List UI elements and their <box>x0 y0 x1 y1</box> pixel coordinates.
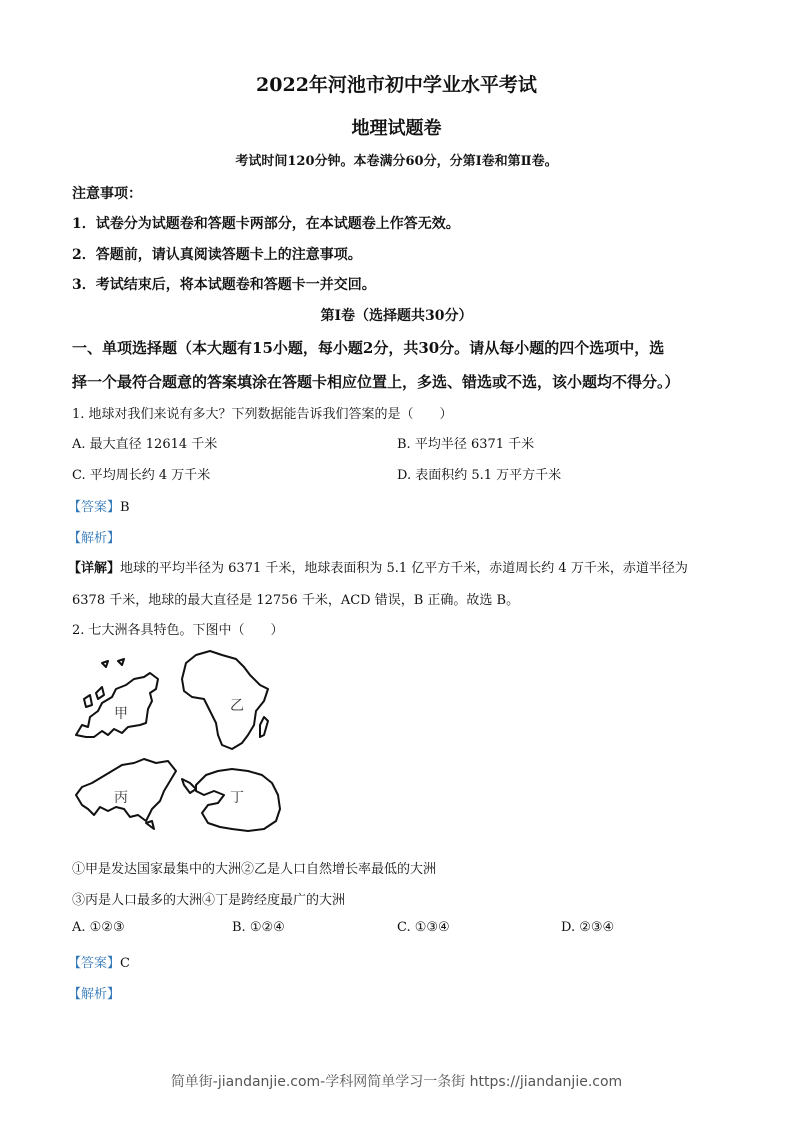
map-label-yi: 乙 <box>230 698 244 714</box>
q2-option-b: B. ①②④ <box>232 920 285 935</box>
continent-maps-icon <box>72 645 292 835</box>
answer-tag: 【答案】 <box>68 956 121 971</box>
q2-answer <box>68 952 130 971</box>
detail-text: 地球的平均半径为 6371 千米，地球表面积为 5.1 亿平方千米，赤道周长约 4 万千米，赤道半径为 <box>120 561 688 576</box>
q2-statement-1: ①甲是发达国家最集中的大洲②乙是人口自然增长率最低的大洲 <box>72 862 437 877</box>
detail-tag: 【详解】 <box>68 561 121 576</box>
q2-analysis-tag: 【解析】 <box>68 987 121 1002</box>
q2-option-d: D. ②③④ <box>561 920 615 935</box>
exam-info: 考试时间120分钟。本卷满分60分，分第Ⅰ卷和第Ⅱ卷。 <box>235 154 558 169</box>
q1-option-d: D. 表面积约 5.1 万平方千米 <box>397 468 562 483</box>
q1-option-a: A. 最大直径 12614 千米 <box>72 437 218 452</box>
notice-item-1: 1．试卷分为试题卷和答题卡两部分，在本试题卷上作答无效。 <box>72 216 460 232</box>
q1-answer <box>68 496 130 515</box>
q1-detail-line1 <box>68 557 688 576</box>
q1-analysis-tag: 【解析】 <box>68 531 121 546</box>
q2-stem: 2. 七大洲各具特色。下图中（ ） <box>72 623 284 638</box>
notice-item-3: 3．考试结束后，将本试题卷和答题卡一并交回。 <box>72 277 376 293</box>
q2-option-c: C. ①③④ <box>397 920 450 935</box>
continents-figure <box>72 645 292 835</box>
q2-option-a: A. ①②③ <box>72 920 125 935</box>
q1-stem: 1. 地球对我们来说有多大？下列数据能告诉我们答案的是（ ） <box>72 407 453 422</box>
footer-watermark: 简单街-jiandanjie.com-学科网简单学习一条街 https://jiandanjie.com <box>170 1074 623 1090</box>
exam-title: 2022年河池市初中学业水平考试 <box>256 74 537 96</box>
q1-option-b: B. 平均半径 6371 千米 <box>397 437 535 452</box>
section-instructions-line2: 择一个最符合题意的答案填涂在答题卡相应位置上，多选、错选或不选，该小题均不得分。） <box>72 373 680 391</box>
notice-item-2: 2．答题前，请认真阅读答题卡上的注意事项。 <box>72 247 362 263</box>
map-label-ding: 丁 <box>230 790 244 806</box>
answer-tag: 【答案】 <box>68 500 121 515</box>
answer-value: B <box>120 500 130 515</box>
q2-statement-2: ③丙是人口最多的大洲④丁是跨经度最广的大洲 <box>72 893 346 908</box>
map-label-bing: 丙 <box>114 790 128 806</box>
q1-detail-line2: 6378 千米，地球的最大直径是 12756 千米，ACD 错误，B 正确。故选 B。 <box>72 593 520 608</box>
answer-value: C <box>120 956 130 971</box>
map-label-jia: 甲 <box>114 706 128 722</box>
part1-title: 第Ⅰ卷（选择题共30分） <box>320 308 473 324</box>
notice-heading: 注意事项： <box>72 186 142 202</box>
section-instructions-line1: 一、单项选择题（本大题有15小题，每小题2分，共30分。请从每小题的四个选项中，选 <box>72 339 665 357</box>
q1-option-c: C. 平均周长约 4 万千米 <box>72 468 211 483</box>
exam-subtitle: 地理试题卷 <box>351 118 442 139</box>
